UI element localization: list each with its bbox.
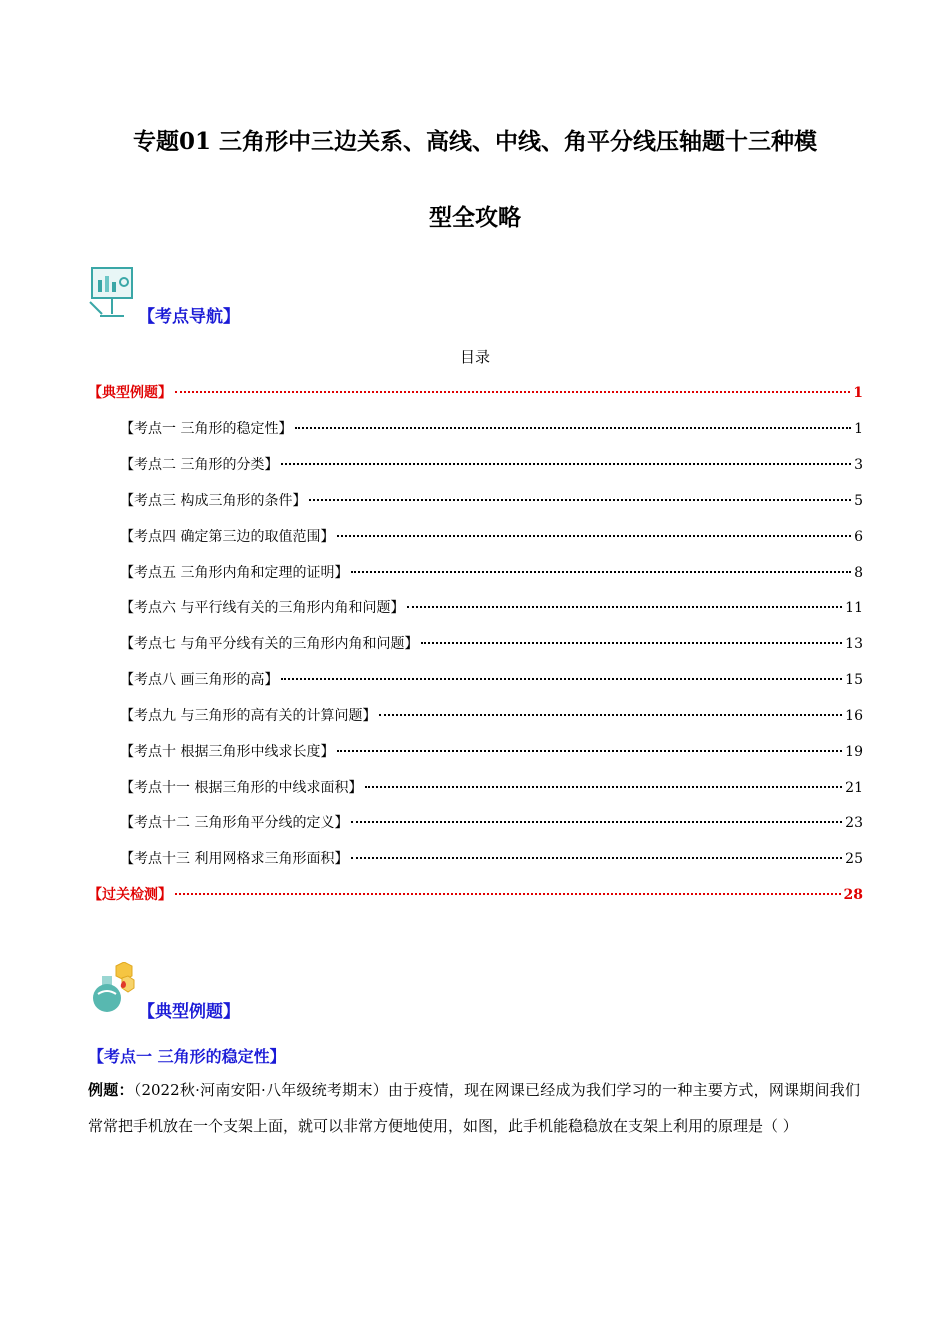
toc-row[interactable]: 【考点八 画三角形的高】 15 [120,672,863,688]
presentation-board-icon [88,264,138,318]
toc-row[interactable]: 【考点十一 根据三角形的中线求面积】 21 [120,780,863,796]
toc-row[interactable]: 【考点九 与三角形的高有关的计算问题】 16 [120,708,863,724]
toc-row[interactable]: 【考点七 与角平分线有关的三角形内角和问题】 13 [120,636,863,652]
toc-row[interactable]: 【考点六 与平行线有关的三角形内角和问题】 11 [120,600,863,616]
examples-section-label: 【典型例题】 [138,1002,240,1022]
nav-section-label: 【考点导航】 [138,307,240,327]
doc-title-line-1: 专题01 三角形中三边关系、高线、中线、角平分线压轴题十三种模 [132,128,817,155]
toc-row[interactable]: 【考点十三 利用网格求三角形面积】 25 [120,851,863,867]
example-text: （2022秋·河南安阳·八年级统考期末）由于疫情，现在网课已经成为我们学习的一种主要方式，网课期间我们常常把手机放在一个支架上面，就可以非常方便地使用，如图，此手机能稳稳放在支架上利用的原理是（ ） [88,1081,860,1135]
toc-row[interactable]: 【考点十 根据三角形中线求长度】 19 [120,744,863,760]
flask-icon [88,962,136,1012]
toc-title: 目录 [459,348,490,366]
toc-row[interactable]: 【考点二 三角形的分类】 3 [120,457,863,473]
toc-row[interactable]: 【典型例题】 1 [88,385,863,401]
example-paragraph [88,1072,860,1144]
example-label: 例题： [88,1081,134,1099]
doc-title-line-2: 型全攻略 [429,204,521,231]
toc-row[interactable]: 【考点四 确定第三边的取值范围】 6 [120,529,863,545]
toc-row[interactable]: 【考点一 三角形的稳定性】 1 [120,421,863,437]
toc-row[interactable]: 【考点十二 三角形角平分线的定义】 23 [120,815,863,831]
toc-row[interactable]: 【考点三 构成三角形的条件】 5 [120,493,863,509]
section-heading: 【考点一 三角形的稳定性】 [88,1047,286,1066]
toc-row[interactable]: 【考点五 三角形内角和定理的证明】 8 [120,565,863,581]
toc-row[interactable]: 【过关检测】 28 [88,887,863,903]
